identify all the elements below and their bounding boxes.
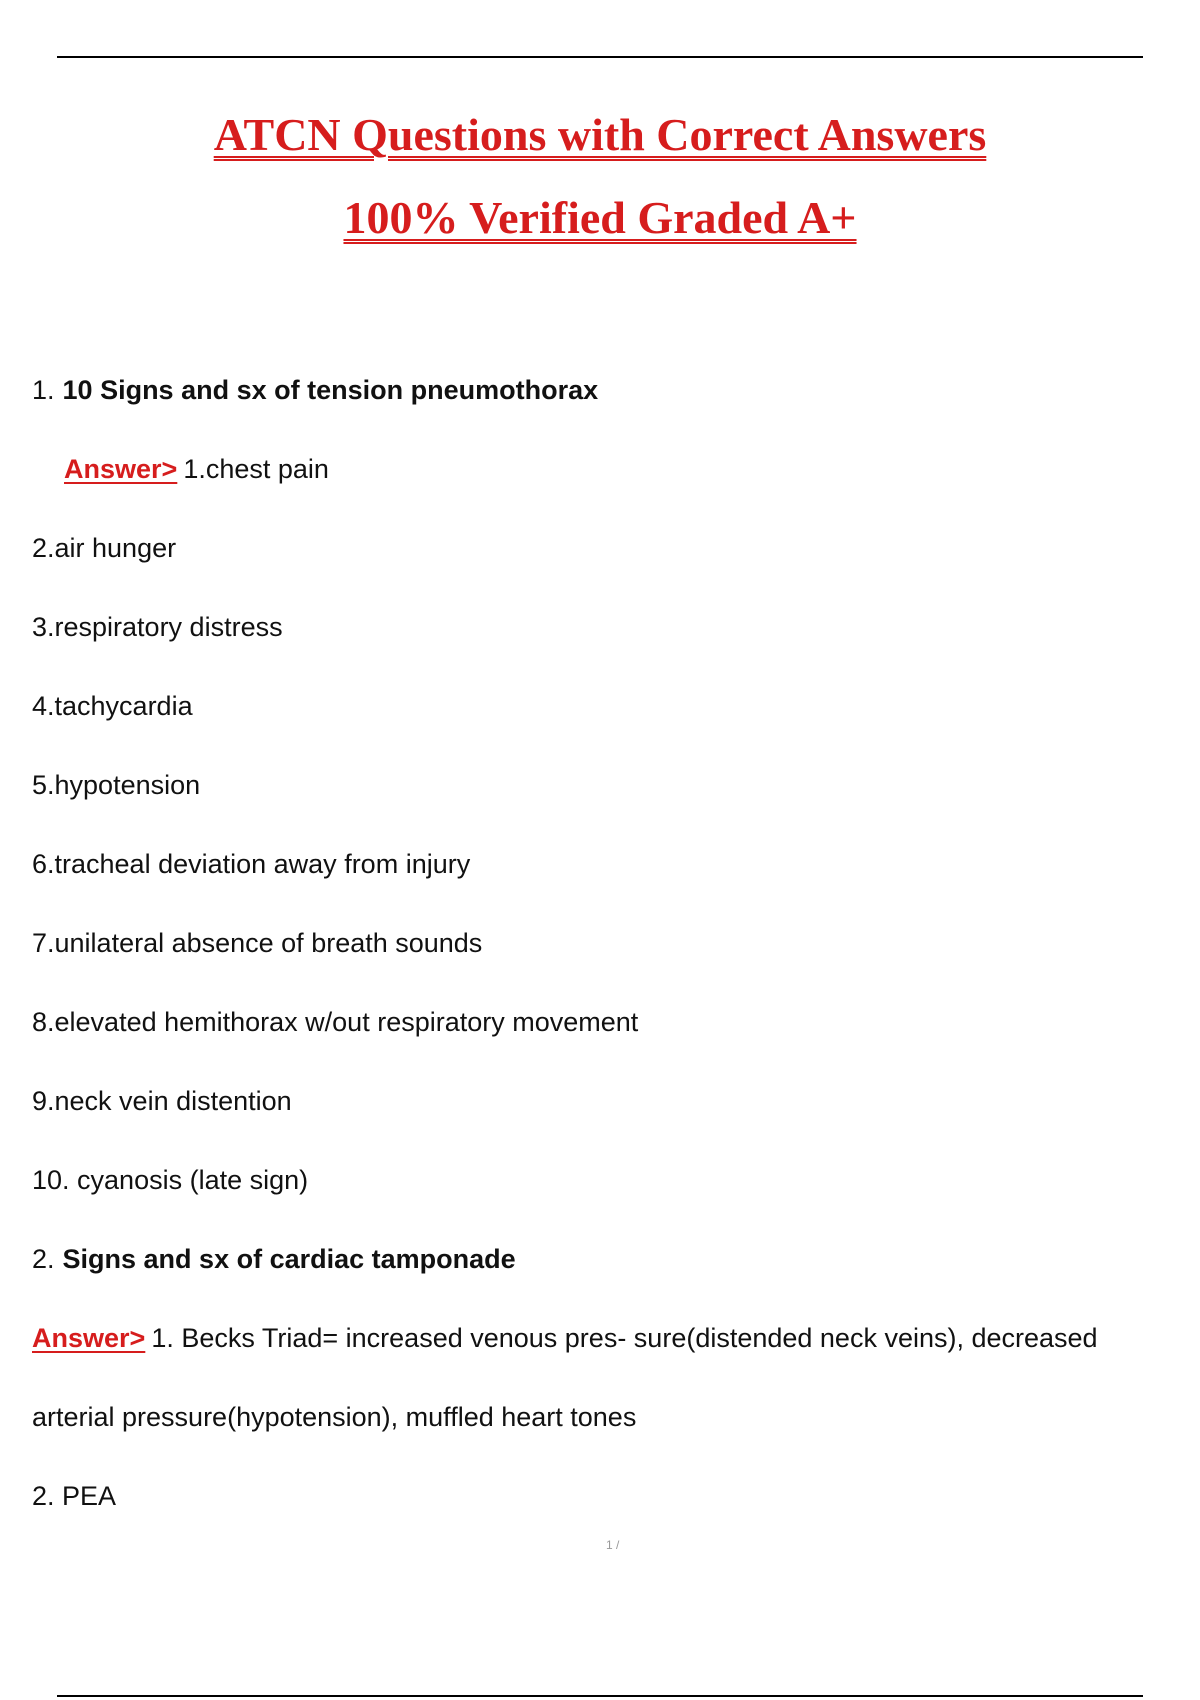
- answer-item: 3.respiratory distress: [32, 612, 283, 642]
- answer-item: 5.hypotension: [32, 770, 201, 800]
- answer-item: 8.elevated hemithorax w/out respiratory movement: [32, 1007, 639, 1037]
- question-1-answer: [64, 453, 329, 485]
- question-text: Signs and sx of cardiac tamponade: [62, 1244, 516, 1274]
- question-2-answer: [32, 1322, 1098, 1354]
- answer-item: 7.unilateral absence of breath sounds: [32, 928, 483, 958]
- answer-label: Answer>: [64, 454, 178, 484]
- answer-item: 6.tracheal deviation away from injury: [32, 849, 471, 879]
- answer-text: 1.chest pain: [183, 454, 329, 484]
- answer-item: 2. PEA: [32, 1481, 117, 1511]
- answer-text: 1. Becks Triad= increased venous pres- sure(distended neck veins), decreased: [151, 1323, 1098, 1353]
- answer-item: 9.neck vein distention: [32, 1086, 292, 1116]
- answer-item: 4.tachycardia: [32, 691, 193, 721]
- answer-continuation: arterial pressure(hypotension), muffled heart tones: [32, 1402, 637, 1432]
- answer-item: 10. cyanosis (late sign): [32, 1165, 309, 1195]
- question-1-heading: [32, 374, 598, 406]
- document-title: ATCN Questions with Correct Answers: [213, 109, 987, 160]
- top-divider: [57, 56, 1143, 58]
- page-marker: 1 /: [606, 1538, 620, 1552]
- question-number: 1.: [32, 375, 55, 405]
- question-text: 10 Signs and sx of tension pneumothorax: [62, 375, 599, 405]
- bottom-divider: [57, 1695, 1143, 1697]
- document-subtitle: 100% Verified Graded A+: [343, 192, 857, 243]
- question-number: 2.: [32, 1244, 55, 1274]
- question-2-heading: [32, 1243, 516, 1275]
- answer-label: Answer>: [32, 1323, 146, 1353]
- answer-item: 2.air hunger: [32, 533, 177, 563]
